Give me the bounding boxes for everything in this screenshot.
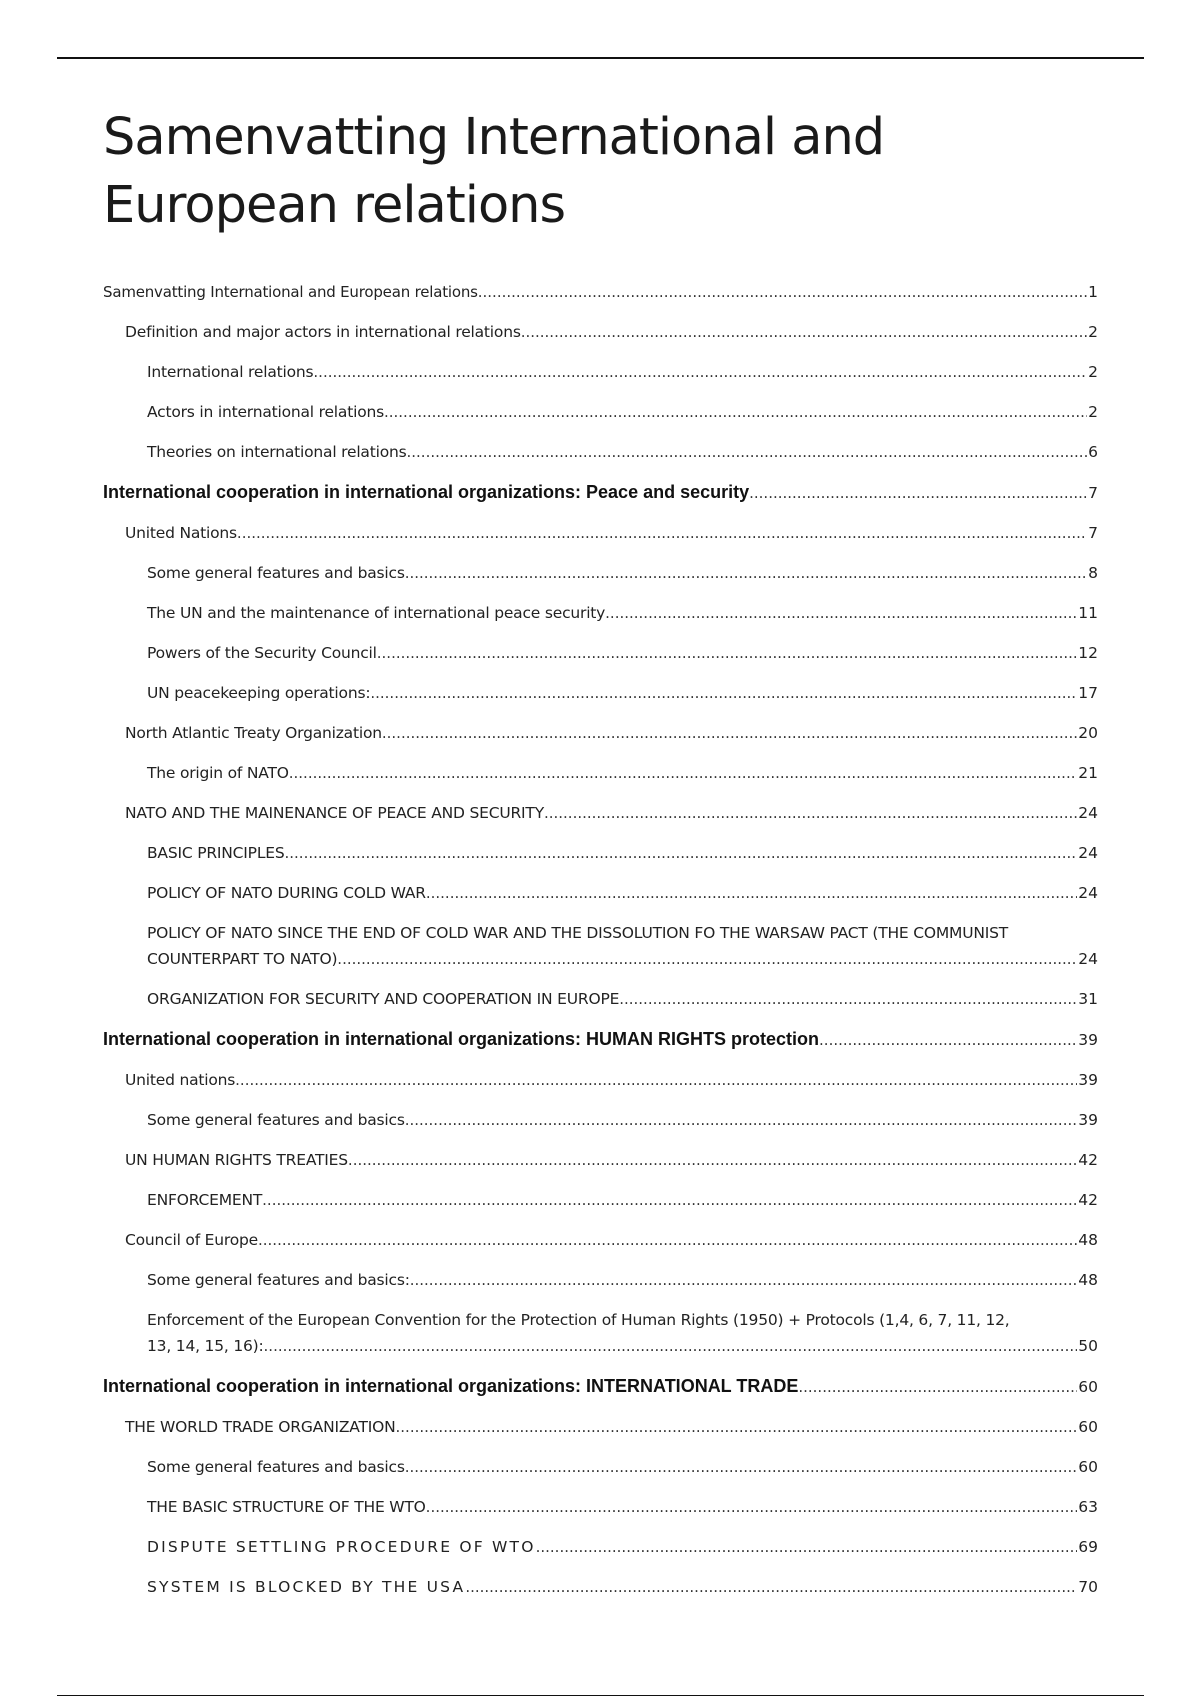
dot-leader	[237, 520, 1087, 546]
toc-entry-label: Definition and major actors in international relations	[125, 323, 521, 341]
toc-entry-label-first-line: POLICY OF NATO SINCE THE END OF COLD WAR AND THE DISSOLUTION FO THE WARSAW PACT (THE COMMUNIST	[147, 924, 1009, 942]
toc-entry-line	[125, 520, 1098, 546]
toc-entry-line	[103, 1026, 1098, 1053]
toc-entry[interactable]	[103, 1267, 1098, 1293]
dot-leader	[619, 986, 1077, 1012]
toc-entry[interactable]	[103, 880, 1098, 906]
toc-entry-label: THE WORLD TRADE ORGANIZATION	[125, 1418, 396, 1436]
toc-entry-label: Samenvatting International and European relations	[103, 283, 478, 301]
toc-entry-label: International cooperation in international organizations: HUMAN RIGHTS protection	[103, 1029, 820, 1049]
dot-leader	[426, 1494, 1078, 1520]
toc-entry-label: International relations	[147, 363, 314, 381]
toc-entry-page-number: 24	[1078, 950, 1098, 968]
toc-entry[interactable]	[103, 1147, 1098, 1173]
toc-entry[interactable]	[103, 279, 1098, 305]
toc-entry-line	[147, 1494, 1098, 1520]
dot-leader	[465, 1574, 1077, 1600]
toc-entry-label: ORGANIZATION FOR SECURITY AND COOPERATION IN EUROPE	[147, 990, 620, 1008]
toc-entry-label: The UN and the maintenance of international peace security	[147, 604, 606, 622]
toc-entry-label: NATO AND THE MAINENANCE OF PEACE AND SECURITY	[125, 804, 544, 822]
toc-entry-line	[147, 1187, 1098, 1213]
toc-entry-line	[147, 1534, 1098, 1560]
toc-entry-line	[147, 600, 1098, 626]
toc-entry-label: THE BASIC STRUCTURE OF THE WTO	[147, 1498, 426, 1516]
toc-entry-line	[125, 1227, 1098, 1253]
toc-entry-line	[125, 1067, 1098, 1093]
toc-entry-line	[103, 1373, 1098, 1400]
toc-entry-label: DISPUTE SETTLING PROCEDURE OF WTO	[147, 1538, 536, 1556]
dot-leader	[337, 946, 1077, 972]
toc-entry[interactable]	[103, 760, 1098, 786]
toc-entry-label-first-line: Enforcement of the European Convention for the Protection of Human Rights (1950) + Protocols (1,4, 6, 7, 11, 12,	[147, 1311, 1010, 1329]
dot-leader	[536, 1534, 1078, 1560]
dot-leader	[258, 1227, 1077, 1253]
dot-leader	[396, 1414, 1078, 1440]
toc-entry-page-number: 63	[1078, 1498, 1098, 1516]
toc-entry-label: United nations	[125, 1071, 236, 1089]
toc-entry-page-number: 48	[1078, 1271, 1098, 1289]
toc-entry-page-number: 12	[1078, 644, 1098, 662]
toc-entry[interactable]	[103, 680, 1098, 706]
toc-entry-label: BASIC PRINCIPLES	[147, 844, 285, 862]
toc-entry-label: ENFORCEMENT	[147, 1191, 263, 1209]
toc-entry-line	[147, 880, 1098, 906]
toc-entry[interactable]	[103, 1187, 1098, 1213]
toc-entry-page-number: 50	[1078, 1337, 1098, 1355]
toc-entry[interactable]	[103, 359, 1098, 385]
dot-leader	[798, 1374, 1077, 1400]
toc-entry-label: POLICY OF NATO DURING COLD WAR	[147, 884, 426, 902]
toc-entry-label: Theories on international relations	[147, 443, 407, 461]
toc-entry-label: SYSTEM IS BLOCKED BY THE USA	[147, 1578, 466, 1596]
dot-leader	[478, 279, 1087, 305]
toc-entry-line	[147, 986, 1098, 1012]
dot-leader	[521, 319, 1087, 345]
toc-entry-page-number: 20	[1078, 724, 1098, 742]
dot-leader	[605, 600, 1077, 626]
toc-entry-page-number: 39	[1078, 1031, 1098, 1049]
toc-entry-line	[125, 800, 1098, 826]
toc-entry-line	[147, 359, 1098, 385]
toc-entry-page-number: 7	[1088, 524, 1098, 542]
toc-entry-line	[147, 560, 1098, 586]
dot-leader	[426, 880, 1077, 906]
toc-entry-line	[147, 1267, 1098, 1293]
dot-leader	[819, 1027, 1077, 1053]
toc-entry-page-number: 7	[1088, 484, 1098, 502]
toc-entry-page-number: 60	[1078, 1418, 1098, 1436]
toc-entry[interactable]	[103, 840, 1098, 866]
toc-entry-label: Some general features and basics	[147, 1111, 405, 1129]
table-of-contents	[103, 279, 1098, 1600]
toc-entry-page-number: 2	[1088, 363, 1098, 381]
toc-entry-page-number: 70	[1078, 1578, 1098, 1596]
toc-entry-label: Council of Europe	[125, 1231, 258, 1249]
toc-entry[interactable]	[103, 399, 1098, 425]
toc-entry-line	[147, 1107, 1098, 1133]
toc-entry-page-number: 2	[1088, 403, 1098, 421]
toc-entry-label: 13, 14, 15, 16):	[147, 1337, 264, 1355]
toc-entry-page-number: 60	[1078, 1378, 1098, 1396]
toc-entry-line	[125, 1147, 1098, 1173]
dot-leader	[370, 680, 1077, 706]
toc-entry-line	[125, 720, 1098, 746]
toc-entry-line	[147, 1574, 1098, 1600]
dot-leader	[264, 1333, 1078, 1359]
toc-entry-page-number: 48	[1078, 1231, 1098, 1249]
document-title: Samenvatting International and European relations	[103, 108, 885, 235]
toc-entry-label: International cooperation in international organizations: INTERNATIONAL TRADE	[103, 1376, 799, 1396]
dot-leader	[405, 1107, 1078, 1133]
toc-entry-label: International cooperation in international organizations: Peace and security	[103, 482, 750, 502]
toc-entry[interactable]	[103, 439, 1098, 465]
toc-entry[interactable]	[103, 986, 1098, 1012]
toc-entry[interactable]	[103, 1026, 1098, 1053]
toc-entry[interactable]	[103, 479, 1098, 506]
toc-entry-label: Powers of the Security Council	[147, 644, 377, 662]
toc-entry-label: COUNTERPART TO NATO)	[147, 950, 338, 968]
toc-entry-page-number: 24	[1078, 884, 1098, 902]
dot-leader	[262, 1187, 1077, 1213]
dot-leader	[544, 800, 1077, 826]
toc-entry-line	[147, 840, 1098, 866]
dot-leader	[289, 760, 1078, 786]
toc-entry[interactable]	[103, 1067, 1098, 1093]
toc-entry[interactable]	[103, 600, 1098, 626]
toc-entry[interactable]	[103, 319, 1098, 345]
toc-entry-label: United Nations	[125, 524, 237, 542]
toc-entry-line	[147, 1454, 1098, 1480]
toc-entry-line	[103, 279, 1098, 305]
toc-entry-label: UN peacekeeping operations:	[147, 684, 371, 702]
toc-entry-page-number: 2	[1088, 323, 1098, 341]
toc-entry-line	[147, 946, 1098, 972]
toc-entry-page-number: 39	[1078, 1071, 1098, 1089]
toc-entry-label: UN HUMAN RIGHTS TREATIES	[125, 1151, 348, 1169]
footer-rule	[57, 1695, 1144, 1696]
toc-entry[interactable]	[103, 560, 1098, 586]
dot-leader	[405, 1454, 1078, 1480]
toc-entry-page-number: 24	[1078, 844, 1098, 862]
toc-entry-line	[147, 640, 1098, 666]
toc-entry-label: Actors in international relations	[147, 403, 384, 421]
toc-entry[interactable]	[103, 640, 1098, 666]
dot-leader	[235, 1067, 1077, 1093]
header-rule	[57, 57, 1144, 59]
dot-leader	[749, 480, 1087, 506]
toc-entry-page-number: 42	[1078, 1191, 1098, 1209]
toc-entry-label: North Atlantic Treaty Organization	[125, 724, 382, 742]
toc-entry-page-number: 21	[1078, 764, 1098, 782]
toc-entry-page-number: 11	[1078, 604, 1098, 622]
toc-entry-page-number: 31	[1078, 990, 1098, 1008]
toc-entry-line	[147, 399, 1098, 425]
toc-entry-page-number: 60	[1078, 1458, 1098, 1476]
toc-entry[interactable]	[103, 520, 1098, 546]
toc-entry[interactable]	[103, 720, 1098, 746]
toc-entry-page-number: 8	[1088, 564, 1098, 582]
dot-leader	[407, 439, 1088, 465]
toc-entry-line	[103, 479, 1098, 506]
toc-entry-line	[147, 1333, 1098, 1359]
toc-entry[interactable]	[103, 1454, 1098, 1480]
toc-entry[interactable]	[103, 1227, 1098, 1253]
toc-entry[interactable]	[103, 1534, 1098, 1560]
toc-entry-page-number: 1	[1088, 283, 1098, 301]
dot-leader	[348, 1147, 1077, 1173]
toc-entry-line	[125, 319, 1098, 345]
toc-entry[interactable]	[103, 1307, 1098, 1359]
toc-entry-label: Some general features and basics	[147, 564, 405, 582]
toc-entry-line	[147, 439, 1098, 465]
toc-entry-label: The origin of NATO	[147, 764, 289, 782]
toc-entry-page-number: 42	[1078, 1151, 1098, 1169]
dot-leader	[405, 560, 1087, 586]
toc-entry-page-number: 6	[1088, 443, 1098, 461]
dot-leader	[382, 720, 1077, 746]
toc-entry-page-number: 69	[1078, 1538, 1098, 1556]
toc-entry[interactable]	[103, 920, 1098, 972]
dot-leader	[377, 640, 1078, 666]
toc-entry[interactable]	[103, 1414, 1098, 1440]
toc-entry-line	[147, 680, 1098, 706]
toc-entry-page-number: 24	[1078, 804, 1098, 822]
toc-entry[interactable]	[103, 1373, 1098, 1400]
dot-leader	[313, 359, 1087, 385]
toc-entry-line	[125, 1414, 1098, 1440]
dot-leader	[285, 840, 1078, 866]
toc-entry-label: Some general features and basics:	[147, 1271, 410, 1289]
toc-entry-label: Some general features and basics	[147, 1458, 405, 1476]
toc-entry-line	[147, 760, 1098, 786]
toc-entry-page-number: 39	[1078, 1111, 1098, 1129]
dot-leader	[384, 399, 1087, 425]
toc-entry-page-number: 17	[1078, 684, 1098, 702]
toc-entry[interactable]	[103, 1107, 1098, 1133]
dot-leader	[410, 1267, 1078, 1293]
toc-entry[interactable]	[103, 1494, 1098, 1520]
toc-entry[interactable]	[103, 1574, 1098, 1600]
toc-entry[interactable]	[103, 800, 1098, 826]
